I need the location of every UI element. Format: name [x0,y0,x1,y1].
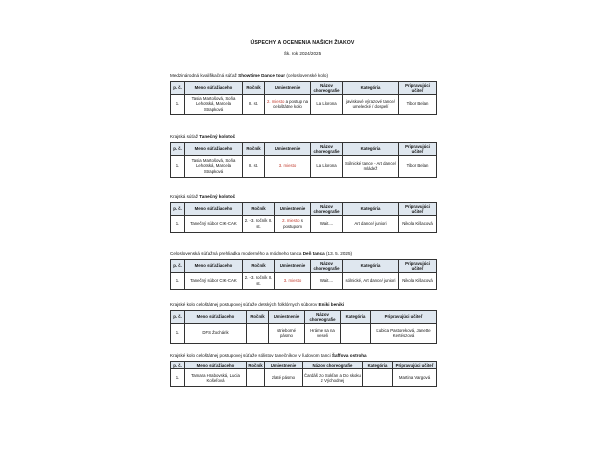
col-header: Pripravujúci učiteľ [393,362,437,369]
cell-category: Sólnické tance - Art dance/ mládež [343,155,399,177]
table-header-row [171,82,437,95]
col-header: Umiestnenie [275,203,311,216]
cell-grade: II. st. [243,94,265,114]
cell-choreography: Čardáš zo Sokľan a Do skoku z Východnej [303,369,363,387]
cell-grade: 2. -3. ročník II. st. [243,272,275,289]
cell-teacher: Martina Vargová [393,369,437,387]
cell-choreography: La Llorona [311,94,343,114]
cell-number: 1. [171,215,185,232]
cell-placement: 2. miesto s postupom [275,215,311,232]
col-header: Ročník [243,143,265,156]
table-header-row [171,311,437,324]
col-header: p. č. [171,143,185,156]
cell-grade [247,369,265,387]
cell-placement: 3. miesto [265,155,311,177]
section-caption: Krajská súťaž Tanečný kolotoč [170,194,236,199]
table-header-row [171,260,437,273]
col-header: Ročník [248,362,263,368]
table-row [171,323,437,343]
col-header: Kategória [343,82,399,95]
col-header: Meno súťažiaceho [185,311,247,324]
col-header: p. č. [171,203,185,216]
cell-name: Tanečný súbor CIK-CAK [185,272,243,289]
cell-name: Tamara Hrabovská, Lucia Košeľová [185,369,247,387]
col-header: Názov choreografie [311,203,343,216]
results-table [170,202,437,233]
cell-number: 1. [171,272,185,289]
cell-choreography: La Llorona [311,155,343,177]
col-header: Ročník [247,311,269,324]
cell-category: Art dance/ juniori [343,215,399,232]
cell-category [341,323,371,343]
table-row [171,272,437,289]
cell-number: 1. [171,94,185,114]
results-table [170,361,437,387]
col-header: Pripravujúci učiteľ [371,311,437,324]
cell-placement: 3. miesto [275,272,311,289]
col-header: Ročník [243,82,265,95]
col-header: Kategória [343,203,399,216]
cell-name: DFS Žochárik [185,323,247,343]
section-caption: Krajské kolo celoštátnej postupovej súťaže sólistov tanečníkov v ľudovom tanci Šaffova ostroha [170,353,367,358]
cell-number: 1. [171,369,185,387]
results-table [170,310,437,344]
table-row [171,155,437,177]
section-caption: Krajská súťaž Tanečný kolotoč [170,134,236,139]
table-header-row [171,203,437,216]
results-table [170,81,437,115]
cell-number: 1. [171,155,185,177]
cell-grade: II. st. [243,155,265,177]
section-caption: Medzinárodná kvalifikačná súťaž Showtime Dance tour (celoslovenské kolo) [170,73,328,78]
col-header: Meno súťažiaceho [185,260,243,273]
cell-placement: zlaté pásmo [265,369,303,387]
section-caption: Celoslovenská súťažná prehliadka moderného a módneho tanca Deň tanca (13. 5. 2025) [170,251,353,256]
col-header: Kategória [343,260,399,273]
cell-teacher: Tibor Belan [399,94,437,114]
cell-category [363,369,393,387]
cell-name: Tasia Martošová, Soňa Lehotská, Marcela Strapková [185,94,243,114]
col-header: Umiestnenie [265,82,311,95]
doc-subtitle: Šk. rok 2024/2025 [283,51,322,56]
col-header: Názov choreografie [311,260,343,273]
cell-choreography: Wait.... [311,272,343,289]
cell-teacher: Ľubica Pastoreková, Janette Kertészová [371,323,437,343]
col-header: Meno súťažiaceho [185,362,247,369]
col-header: Meno súťažiaceho [185,82,243,95]
col-header: Ročník [243,203,275,216]
col-header: Kategória [363,362,393,369]
cell-name: Tanečný súbor CIK-CAK [185,215,243,232]
col-header: Názov choreografie [311,82,343,95]
col-header: Umiestnenie [265,143,311,156]
col-header: Meno súťažiaceho [185,143,243,156]
cell-choreography: Wait.... [311,215,343,232]
col-header: p. č. [171,260,185,273]
cell-name: Tasia Martošová, Soňa Lehotská, Marcela Strapková [185,155,243,177]
col-header: Názov choreografie [303,362,363,369]
cell-teacher: Tibor Belan [399,155,437,177]
cell-choreography: Hráme sa na veseli [305,323,341,343]
col-header: Názov choreografie [311,143,343,156]
results-table [170,259,437,290]
table-header-row [171,143,437,156]
cell-teacher: Nikola Kišacová [399,215,437,232]
table-row [171,94,437,114]
cell-grade: 2. -3. ročník II. st. [243,215,275,232]
col-header: Pripravujúci učiteľ [399,143,437,156]
col-header: Pripravujúci učiteľ [399,203,437,216]
col-header: Umiestnenie [265,362,303,369]
table-row [171,369,437,387]
cell-number: 1. [171,323,185,343]
col-header: Kategória [341,311,371,324]
cell-placement: strieborné pásmo [269,323,305,343]
col-header: Pripravujúci učiteľ [399,260,437,273]
col-header: p. č. [171,82,185,95]
col-header: Kategória [343,143,399,156]
col-header: Umiestnenie [275,260,311,273]
section-caption: Krajské kolo celoštátnej postupovej súťaže detských folklórnych súborov Eniki beniki [170,302,345,307]
col-header: Pripravujúci učiteľ [399,82,437,95]
doc-title: ÚSPECHY A OCENENIA NAŠICH ŽIAKOV [250,40,355,46]
col-header: Umiestnenie [269,311,305,324]
cell-category: sólnické, Art dance/ juniori [343,272,399,289]
col-header: p. č. [171,311,185,324]
cell-category: javiskové výrazové tance/ umelecké / dospelí [343,94,399,114]
cell-grade [247,323,269,343]
col-header: Meno súťažiaceho [185,203,243,216]
table-row [171,215,437,232]
results-table [170,142,437,178]
col-header: Ročník [243,260,275,273]
col-header: Názov choreografie [305,311,341,324]
col-header: p. č. [171,362,185,369]
cell-placement: 2. miesto a postup na celoštátne kolo [265,94,311,114]
cell-teacher: Nikola Kišacová [399,272,437,289]
table-header-row [171,362,437,369]
